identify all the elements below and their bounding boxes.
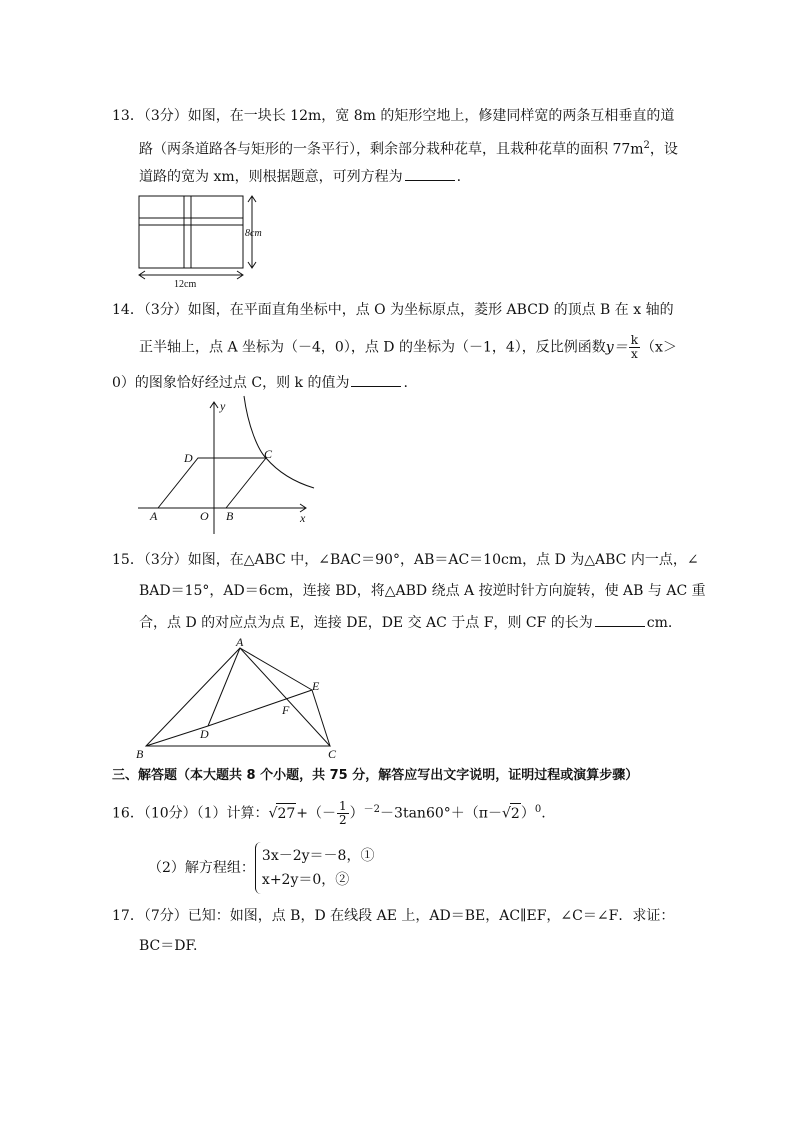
- q13-line2: [139, 136, 678, 160]
- q13-sup: 2: [643, 140, 650, 151]
- q16-part-e: ）: [520, 805, 535, 822]
- q15-seg-de: [208, 690, 312, 726]
- q16-rad-27: 27: [276, 803, 296, 824]
- q15-seg-ce: [312, 690, 330, 746]
- q14-line3-end: .: [403, 375, 408, 391]
- q14-label-y: y: [220, 399, 226, 413]
- q16-part2: [148, 842, 374, 894]
- q15-line3-end: cm.: [646, 615, 673, 631]
- q15-label-C: C: [328, 747, 337, 761]
- section-3-heading: 三、解答题（本大题共 8 个小题，共 75 分，解答应写出文字说明，证明过程或演算步骤）: [112, 768, 639, 783]
- q16-line1: 16．（10分）（1）计算：√27+（－ $\frac{1}{2}$ ）$^{-2}-3\tan 60^\circ+(\pi-√2)^0$.: [112, 799, 546, 828]
- q17-line2: BC＝DF.: [139, 938, 198, 954]
- q16-part-d: －3tan60°＋（π－: [380, 805, 502, 822]
- q13-line2-text: 路（两条道路各与矩形的一条平行），剩余部分栽种花草，且栽种花草的面积 77m: [139, 141, 644, 158]
- q15-label-B: B: [136, 747, 144, 761]
- q13-answer-blank[interactable]: [405, 166, 455, 181]
- q13-line1: 13．（3分）如图，在一块长 12m，宽 8m 的矩形空地上，修建同样宽的两条互相垂直的道: [112, 108, 675, 124]
- q16-exp2: 0: [534, 804, 542, 815]
- q14-label-x: x: [300, 511, 306, 525]
- q15-label-F: F: [282, 703, 290, 717]
- q13-figure: [134, 192, 274, 288]
- q13-line3: [139, 166, 461, 187]
- q16-part-b: +（－: [296, 805, 337, 822]
- q14-line2-end: （x＞: [640, 339, 677, 356]
- q14-frac-num: k: [630, 333, 638, 347]
- q15-line3-text: 合，点 D 的对应点为点 E，连接 DE，DE 交 AC 于点 F，则 CF 的长为: [139, 615, 593, 631]
- q14-hyperbola: [244, 396, 314, 488]
- q14-label-B: B: [226, 509, 234, 523]
- q16-rad-2: 2: [510, 803, 521, 824]
- q17-line1: 17．（7分）已知：如图，点 B，D 在线段 AE 上，AD＝BE，AC∥EF，∠C＝∠F．求证：: [112, 908, 675, 924]
- q16-equation-system: [255, 842, 375, 894]
- q16-eq1: 3x－2y＝－8，①: [261, 848, 375, 864]
- q13-width-label: 12cm: [174, 279, 197, 290]
- q14-line3-text: 0）的图象恰好经过点 C，则 k 的值为: [112, 375, 350, 391]
- q14-fraction: [629, 334, 640, 361]
- q14-line2-text: 正半轴上，点 A 坐标为（－4，0），点 D 的坐标为（－1，4），反比例函数: [139, 339, 606, 356]
- q14-func-y: y＝: [605, 339, 628, 356]
- q16-frac-num: 1: [339, 799, 347, 814]
- q13-line3-end: .: [456, 169, 462, 185]
- q13-line3-text: 道路的宽为 xm，则根据题意，可列方程为: [139, 169, 403, 185]
- q16-part2-label: （2）解方程组：: [148, 860, 255, 876]
- q13-line2-end: ，设: [649, 141, 678, 158]
- q15-line3: [139, 612, 672, 633]
- q16-frac-den: 2: [339, 813, 347, 828]
- q15-answer-blank[interactable]: [595, 612, 645, 627]
- q16-fraction: [337, 800, 349, 827]
- q16-part-c: ）: [349, 805, 364, 822]
- q15-line1: 15．（3分）如图，在△ABC 中，∠BAC＝90°，AB＝AC＝10cm，点 D 为△ABC 内一点，∠: [112, 552, 699, 568]
- q14-label-D: D: [184, 451, 193, 465]
- q14-rhombus: [158, 458, 266, 508]
- q16-prefix: 16．（10分）（1）计算：: [112, 805, 269, 822]
- q16-end: .: [541, 805, 546, 822]
- q14-frac-den: x: [630, 347, 638, 361]
- q14-line1: 14．（3分）如图，在平面直角坐标中，点 O 为坐标原点，菱形 ABCD 的顶点 B 在 x 轴的: [112, 302, 674, 318]
- q15-label-A: A: [236, 635, 244, 649]
- q14-label-C: C: [264, 447, 273, 461]
- q15-seg-ad: [208, 648, 240, 726]
- q14-line2: [139, 334, 677, 361]
- q14-label-A: A: [150, 509, 158, 523]
- q16-exp: －2: [363, 804, 381, 815]
- q15-label-D: D: [200, 727, 209, 741]
- q14-line3: [112, 372, 408, 393]
- q14-figure: [134, 396, 316, 536]
- q13-height-label: 8cm: [245, 228, 262, 239]
- q15-triangle-abc: [146, 648, 330, 746]
- q15-seg-ae: [240, 648, 312, 690]
- q15-figure: [134, 634, 344, 760]
- q15-label-E: E: [312, 679, 320, 693]
- q16-eq2: x+2y＝0，②: [261, 872, 350, 888]
- q14-label-O: O: [200, 509, 209, 523]
- q15-line2: BAD＝15°，AD＝6cm，连接 BD，将△ABD 绕点 A 按逆时针方向旋转，使 AB 与 AC 重: [139, 583, 706, 599]
- q14-answer-blank[interactable]: [351, 372, 401, 387]
